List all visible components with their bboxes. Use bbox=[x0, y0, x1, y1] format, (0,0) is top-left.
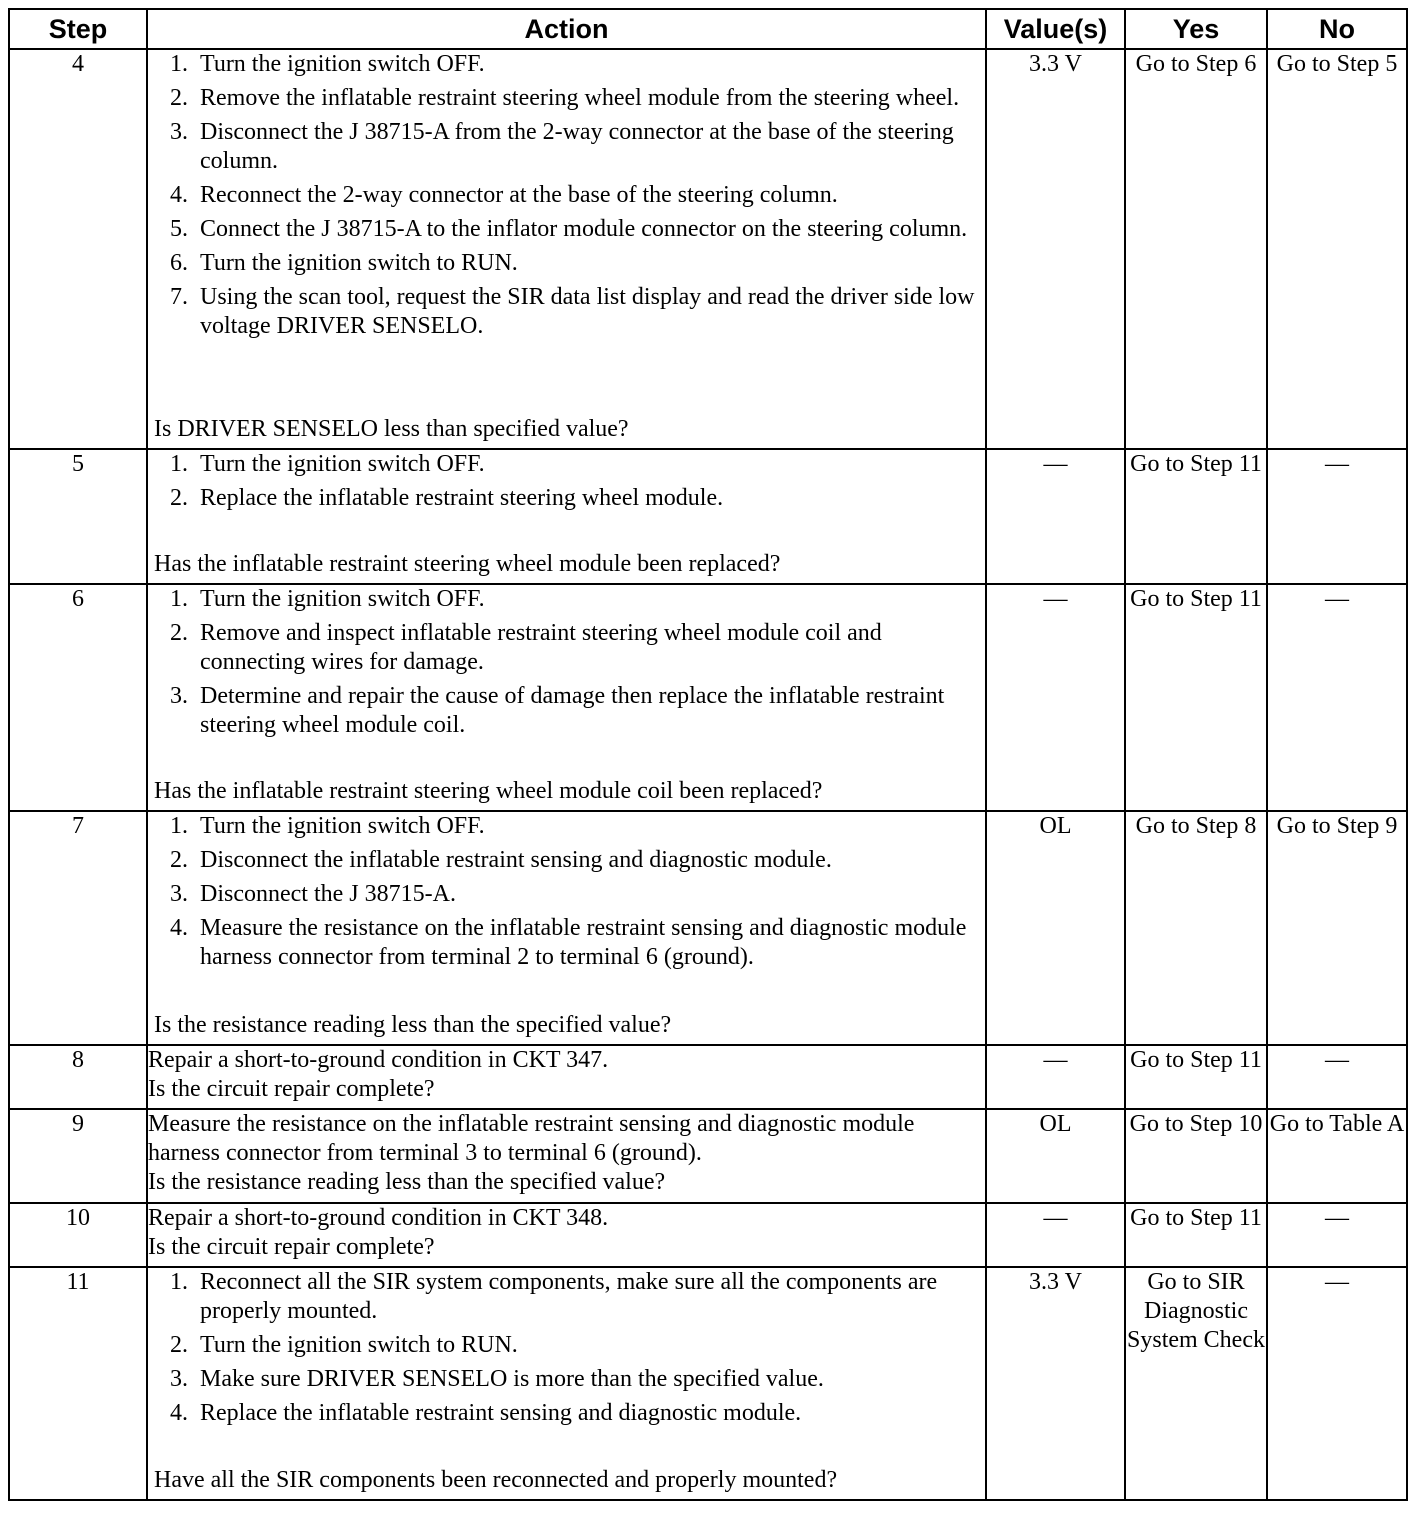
step-number: 11 bbox=[9, 1267, 147, 1500]
no-cell: — bbox=[1267, 1267, 1407, 1500]
no-cell: Go to Step 5 bbox=[1267, 49, 1407, 449]
table-row bbox=[9, 449, 1407, 584]
diagnostic-table bbox=[8, 8, 1408, 1501]
list-item: 4. Reconnect the 2-way connector at the base of the steering column. bbox=[170, 182, 838, 208]
list-item: 1. Turn the ignition switch OFF. bbox=[170, 813, 485, 839]
yes-cell: Go to Step 8 bbox=[1125, 811, 1267, 1045]
action-steps-list bbox=[148, 1268, 985, 1428]
list-item: 3. Determine and repair the cause of damage then replace the inflatable restraint steering wheel module coil. bbox=[170, 683, 945, 738]
table-row bbox=[9, 1203, 1407, 1267]
yes-cell: Go to Step 11 bbox=[1125, 1203, 1267, 1267]
list-item: 1. Turn the ignition switch OFF. bbox=[170, 451, 485, 477]
action-question: Is the circuit repair complete? bbox=[148, 1076, 435, 1102]
value-cell: OL bbox=[986, 1109, 1125, 1203]
header-values: Value(s) bbox=[986, 9, 1125, 49]
list-item: 2. Disconnect the inflatable restraint sensing and diagnostic module. bbox=[170, 847, 832, 873]
action-text: Repair a short-to-ground condition in CKT 348. bbox=[148, 1205, 609, 1231]
list-item: 6. Turn the ignition switch to RUN. bbox=[170, 250, 518, 276]
list-item: 3. Disconnect the J 38715-A from the 2-way connector at the base of the steering column. bbox=[170, 119, 954, 174]
step-number: 10 bbox=[9, 1203, 147, 1267]
action-cell bbox=[147, 1045, 986, 1109]
header-action: Action bbox=[147, 9, 986, 49]
table-row bbox=[9, 811, 1407, 1045]
yes-cell: Go to Step 11 bbox=[1125, 1045, 1267, 1109]
table-row bbox=[9, 1109, 1407, 1203]
action-text: Repair a short-to-ground condition in CKT 347. bbox=[148, 1047, 609, 1073]
no-cell: — bbox=[1267, 1203, 1407, 1267]
step-number: 6 bbox=[9, 584, 147, 811]
table-row bbox=[9, 1045, 1407, 1109]
action-question: Is DRIVER SENSELO less than specified value? bbox=[154, 416, 629, 442]
list-item: 1. Turn the ignition switch OFF. bbox=[170, 586, 485, 612]
action-question: Has the inflatable restraint steering wheel module been replaced? bbox=[154, 551, 781, 577]
yes-cell: Go to Step 11 bbox=[1125, 449, 1267, 584]
action-steps-list bbox=[148, 50, 985, 341]
list-item: 3. Make sure DRIVER SENSELO is more than the specified value. bbox=[170, 1366, 824, 1392]
list-item: 4. Replace the inflatable restraint sensing and diagnostic module. bbox=[170, 1400, 802, 1426]
action-steps-list bbox=[148, 812, 985, 972]
action-cell bbox=[147, 449, 986, 584]
no-cell: Go to Step 9 bbox=[1267, 811, 1407, 1045]
action-cell bbox=[147, 1203, 986, 1267]
action-question: Is the resistance reading less than the specified value? bbox=[148, 1169, 666, 1195]
action-question: Is the circuit repair complete? bbox=[148, 1234, 435, 1260]
value-cell: 3.3 V bbox=[986, 1267, 1125, 1500]
list-item: 2. Remove and inspect inflatable restraint steering wheel module coil and connecting wires for damage. bbox=[170, 620, 882, 675]
table-row bbox=[9, 1267, 1407, 1500]
action-steps-list bbox=[148, 585, 985, 740]
action-text: Measure the resistance on the inflatable restraint sensing and diagnostic module harness connector from terminal 3 to terminal 6 (ground). bbox=[148, 1111, 915, 1166]
table-row bbox=[9, 584, 1407, 811]
list-item: 5. Connect the J 38715-A to the inflator module connector on the steering column. bbox=[170, 216, 968, 242]
list-item: 1. Turn the ignition switch OFF. bbox=[170, 51, 485, 77]
action-question: Is the resistance reading less than the specified value? bbox=[154, 1012, 672, 1038]
value-cell: — bbox=[986, 1045, 1125, 1109]
list-item: 4. Measure the resistance on the inflatable restraint sensing and diagnostic module harness connector from terminal 2 to terminal 6 (ground). bbox=[170, 915, 967, 970]
yes-cell: Go to SIR Diagnostic System Check bbox=[1125, 1267, 1267, 1500]
no-cell: — bbox=[1267, 1045, 1407, 1109]
action-cell bbox=[147, 1267, 986, 1500]
list-item: 3. Disconnect the J 38715-A. bbox=[170, 881, 456, 907]
action-cell bbox=[147, 49, 986, 449]
action-cell bbox=[147, 584, 986, 811]
action-question: Have all the SIR components been reconnected and properly mounted? bbox=[154, 1467, 838, 1493]
header-no: No bbox=[1267, 9, 1407, 49]
value-cell: OL bbox=[986, 811, 1125, 1045]
action-steps-list bbox=[148, 450, 985, 513]
step-number: 5 bbox=[9, 449, 147, 584]
header-yes: Yes bbox=[1125, 9, 1267, 49]
list-item: 2. Remove the inflatable restraint steering wheel module from the steering wheel. bbox=[170, 85, 960, 111]
no-cell: — bbox=[1267, 584, 1407, 811]
table-header bbox=[9, 9, 1407, 49]
action-cell bbox=[147, 811, 986, 1045]
list-item: 1. Reconnect all the SIR system components, make sure all the components are properly mounted. bbox=[170, 1269, 938, 1324]
step-number: 7 bbox=[9, 811, 147, 1045]
action-cell bbox=[147, 1109, 986, 1203]
value-cell: 3.3 V bbox=[986, 49, 1125, 449]
table-row bbox=[9, 49, 1407, 449]
step-number: 8 bbox=[9, 1045, 147, 1109]
step-number: 9 bbox=[9, 1109, 147, 1203]
yes-cell: Go to Step 6 bbox=[1125, 49, 1267, 449]
no-cell: Go to Table A bbox=[1267, 1109, 1407, 1203]
no-cell: — bbox=[1267, 449, 1407, 584]
list-item: 2. Turn the ignition switch to RUN. bbox=[170, 1332, 518, 1358]
step-number: 4 bbox=[9, 49, 147, 449]
list-item: 2. Replace the inflatable restraint steering wheel module. bbox=[170, 485, 724, 511]
header-step: Step bbox=[9, 9, 147, 49]
action-question: Has the inflatable restraint steering wheel module coil been replaced? bbox=[154, 778, 823, 804]
value-cell: — bbox=[986, 1203, 1125, 1267]
list-item: 7. Using the scan tool, request the SIR data list display and read the driver side low voltage DRIVER SENSELO. bbox=[170, 284, 975, 339]
value-cell: — bbox=[986, 449, 1125, 584]
yes-cell: Go to Step 10 bbox=[1125, 1109, 1267, 1203]
yes-cell: Go to Step 11 bbox=[1125, 584, 1267, 811]
value-cell: — bbox=[986, 584, 1125, 811]
